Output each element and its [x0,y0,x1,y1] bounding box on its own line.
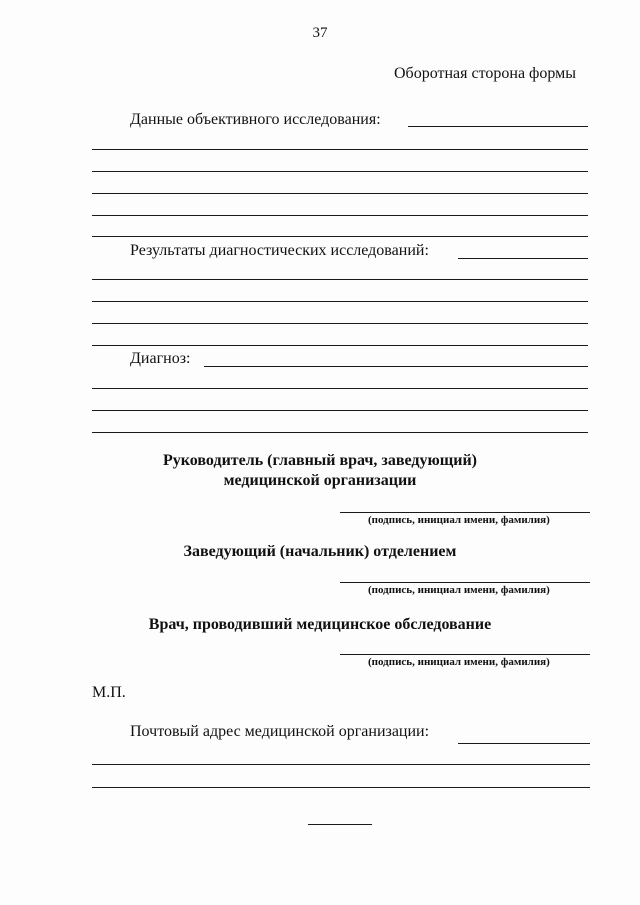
diagnostics-inline-field[interactable] [458,258,588,259]
head-title-line2: медицинской организации [223,472,417,489]
postal-address-inline-field[interactable] [458,743,590,744]
form-side-label: Оборотная сторона формы [394,65,577,82]
diagnosis-label: Диагноз: [130,350,191,367]
diagnostics-field-line[interactable] [92,301,588,302]
diagnosis-field-line[interactable] [92,410,588,411]
department-signature-caption: (подпись, инициал имени, фамилия) [368,584,550,596]
postal-address-label: Почтовый адрес медицинской организации: [130,723,430,740]
diagnostics-field-line[interactable] [92,345,588,346]
department-head-title: Заведующий (начальник) отделением [183,543,457,560]
diagnostics-label: Результаты диагностических исследований: [130,242,429,259]
doctor-title: Врач, проводивший медицинское обследование [148,616,492,633]
objective-exam-field-line[interactable] [92,215,588,216]
objective-exam-field-line[interactable] [92,193,588,194]
head-title-line1: Руководитель (главный врач, заведующий) [163,452,477,469]
objective-exam-inline-field[interactable] [408,126,588,127]
objective-exam-field-line[interactable] [92,236,588,237]
objective-exam-field-line[interactable] [92,149,588,150]
diagnosis-field-line[interactable] [92,388,588,389]
seal-place-label: М.П. [92,684,126,701]
diagnosis-field-line[interactable] [92,432,588,433]
doctor-signature-caption: (подпись, инициал имени, фамилия) [368,656,550,668]
diagnosis-inline-field[interactable] [204,366,588,367]
page-number: 37 [312,25,328,41]
objective-exam-label: Данные объективного исследования: [130,111,381,128]
department-signature-field[interactable] [340,582,590,583]
head-signature-field[interactable] [340,512,590,513]
doctor-signature-field[interactable] [340,654,590,655]
objective-exam-field-line[interactable] [92,171,588,172]
postal-address-field-line[interactable] [92,764,590,765]
footer-separator [308,824,372,825]
diagnostics-field-line[interactable] [92,279,588,280]
postal-address-field-line[interactable] [92,787,590,788]
diagnostics-field-line[interactable] [92,323,588,324]
head-signature-caption: (подпись, инициал имени, фамилия) [368,514,550,526]
